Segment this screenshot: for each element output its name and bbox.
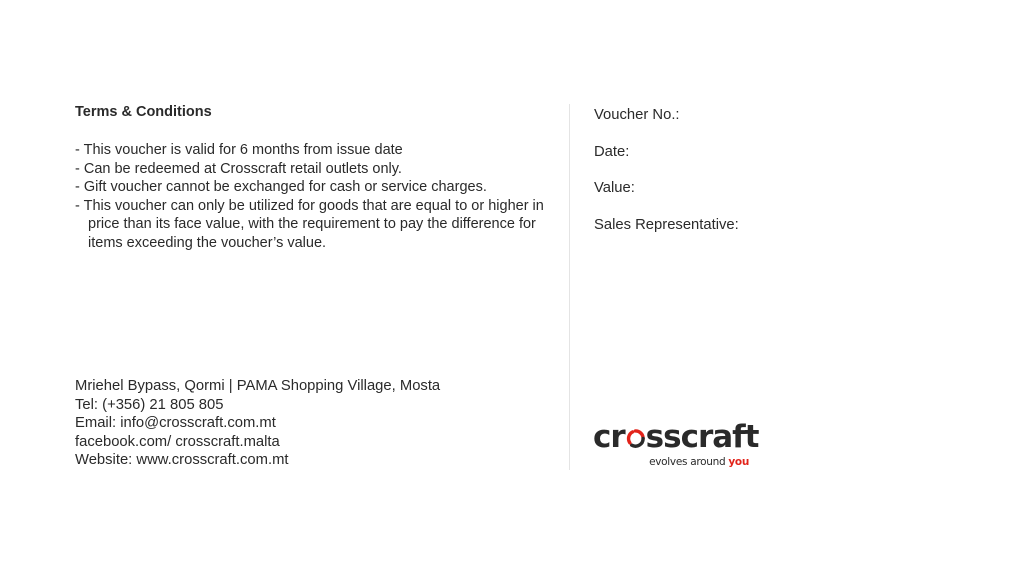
- voucher-number-label: Voucher No.:: [594, 107, 680, 123]
- value-label: Value:: [594, 180, 635, 197]
- terms-item: - Can be redeemed at Crosscraft retail outlets only.: [75, 160, 402, 177]
- voucher-fields: [594, 106, 739, 252]
- sales-representative-label: Sales Representative:: [594, 216, 739, 233]
- logo-tagline: [649, 456, 749, 468]
- terms-item: - Gift voucher cannot be exchanged for cash or service charges.: [75, 179, 487, 195]
- logo-word-end: sscraft: [645, 419, 759, 455]
- crosscraft-logo: [593, 419, 759, 472]
- logo-tagline-accent: you: [728, 456, 749, 468]
- terms-item: - This voucher is valid for 6 months from issue date: [75, 142, 403, 158]
- logo-wordmark: [593, 419, 759, 455]
- terms-section: [75, 103, 565, 252]
- contact-info: [75, 377, 440, 470]
- terms-title: Terms & Conditions: [75, 104, 212, 120]
- facebook-line: facebook.com/ crosscraft.malta: [75, 433, 280, 450]
- telephone-line: Tel: (+356) 21 805 805: [75, 396, 224, 413]
- logo-swirl-icon: [626, 421, 645, 440]
- logo-tagline-text: evolves around: [649, 456, 726, 468]
- terms-list: [75, 141, 565, 252]
- date-label: Date:: [594, 143, 630, 160]
- logo-word-start: cr: [593, 419, 625, 455]
- address-line: Mriehel Bypass, Qormi | PAMA Shopping Village, Mosta: [75, 378, 441, 394]
- terms-item: - This voucher can only be utilized for goods that are equal to or higher in price than its face value, with the requirement to pay the difference for items exceeding the voucher’s value.: [75, 197, 544, 251]
- email-line: Email: info@crosscraft.com.mt: [75, 415, 276, 432]
- website-line: Website: www.crosscraft.com.mt: [75, 452, 289, 469]
- column-divider: [569, 104, 570, 470]
